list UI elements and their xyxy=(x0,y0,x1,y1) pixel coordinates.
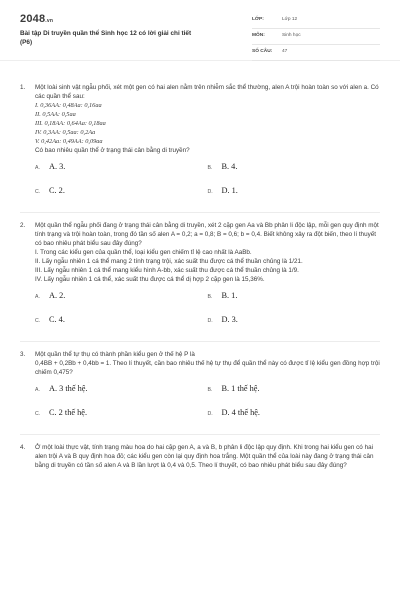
option-c[interactable]: C. C. 4. xyxy=(35,315,65,324)
meta-subject: MÔN: Sinh học xyxy=(252,30,380,45)
question-3: 3. Một quần thể tự thụ có thành phần kiểu gen ở thế hệ P là 0,4BB + 0,2Bb + 0,4bb = 1. Theo lí thuyết, cần bao nhiêu thế hệ tự thụ để quần thể này có được tỉ lệ kiểu gen đồng hợp trội chiếm 0,475? xyxy=(20,351,380,376)
meta-question-count: SỐ CÂU: 47 xyxy=(252,46,380,61)
meta-class: LỚP: Lớp 12 xyxy=(252,14,380,29)
option-a[interactable]: A. A. 3. xyxy=(35,162,66,171)
option-d[interactable]: D. D. 1. xyxy=(207,186,238,195)
question-4: 4. Ở một loài thực vật, tính trạng màu hoa do hai cặp gen A, a và B, b phân li độc lập quy định. Khi trong hai kiểu gen có hai alen trội A và B quy định hoa đỏ; các kiểu gen còn lại quy định hoa trắng. Một quần thể của loài này đang ở trạng thái cân bằng di truyền có tần số alen A và B lần lượt là 0,4 và 0,5. Theo lí thuyết, có bao nhiêu phát biểu sau đây đúng? xyxy=(20,444,374,469)
option-d[interactable]: D. D. 4 thế hệ. xyxy=(207,408,260,417)
site-logo[interactable]: 2048.vn xyxy=(20,13,54,25)
document-title: Bài tập Di truyền quần thể Sinh học 12 có lời giải chi tiết (P6) xyxy=(20,30,192,46)
option-b[interactable]: B. B. 1. xyxy=(207,291,238,300)
question-2: 2. Một quần thể ngẫu phối đang ở trạng thái cân bằng di truyền, xét 2 cặp gen Aa và Bb phân li độc lập, mỗi gen quy định một tính trạng và trội hoàn toàn, trong đó tần số alen A = 0,2; a = 0,8; B = 0,6; b = 0,4. Biết không xảy ra đột biến, theo lí thuyết có bao nhiêu phát biểu sau đây đúng? I. Trong các kiểu gen của quần thể, loại kiểu gen chiếm tỉ lệ cao nhất là AaBb. II. Lấy ngẫu nhiên 1 cá thể mang 2 tính trạng trội, xác suất thu được cá thể thuần chủng là 1/21. III. Lấy ngẫu nhiên 1 cá thể mang kiểu hình A-bb, xác suất thu được cá thể thuần chủng là 1/9. IV. Lấy ngẫu nhiên 1 cá thể, xác suất thu được cá thể dị hợp 2 cặp gen là 15,36%. xyxy=(20,222,379,283)
option-b[interactable]: B. B. 1 thế hệ. xyxy=(207,384,260,393)
question-1-options xyxy=(20,162,380,210)
question-3-options xyxy=(20,384,380,432)
divider xyxy=(20,434,380,435)
question-1: 1. Một loài sinh vật ngẫu phối, xét một gen có hai alen nằm trên nhiễm sắc thể thường, alen A trội hoàn toàn so với alen a. Có các quần thể sau: I. 0,36AA: 0,48Aa: 0,16aa II. 0,5AA: 0,5aa III. 0,18AA: 0,64Aa: 0,18aa IV. 0,3AA: 0,5aa: 0,2Aa V. 0,42Aa: 0,49AA: 0,09aa Có bao nhiêu quần thể ở trạng thái cân bằng di truyền? xyxy=(20,84,379,154)
option-c[interactable]: C. C. 2. xyxy=(35,186,65,195)
divider xyxy=(20,341,380,342)
option-b[interactable]: B. B. 4. xyxy=(207,162,238,171)
option-d[interactable]: D. D. 3. xyxy=(207,315,238,324)
divider xyxy=(20,212,380,213)
option-a[interactable]: A. A. 3 thế hệ. xyxy=(35,384,88,393)
option-c[interactable]: C. C. 2 thế hệ. xyxy=(35,408,88,417)
question-2-options xyxy=(20,291,380,339)
page-header xyxy=(0,0,400,61)
document-meta xyxy=(252,14,380,62)
option-a[interactable]: A. A. 2. xyxy=(35,291,66,300)
